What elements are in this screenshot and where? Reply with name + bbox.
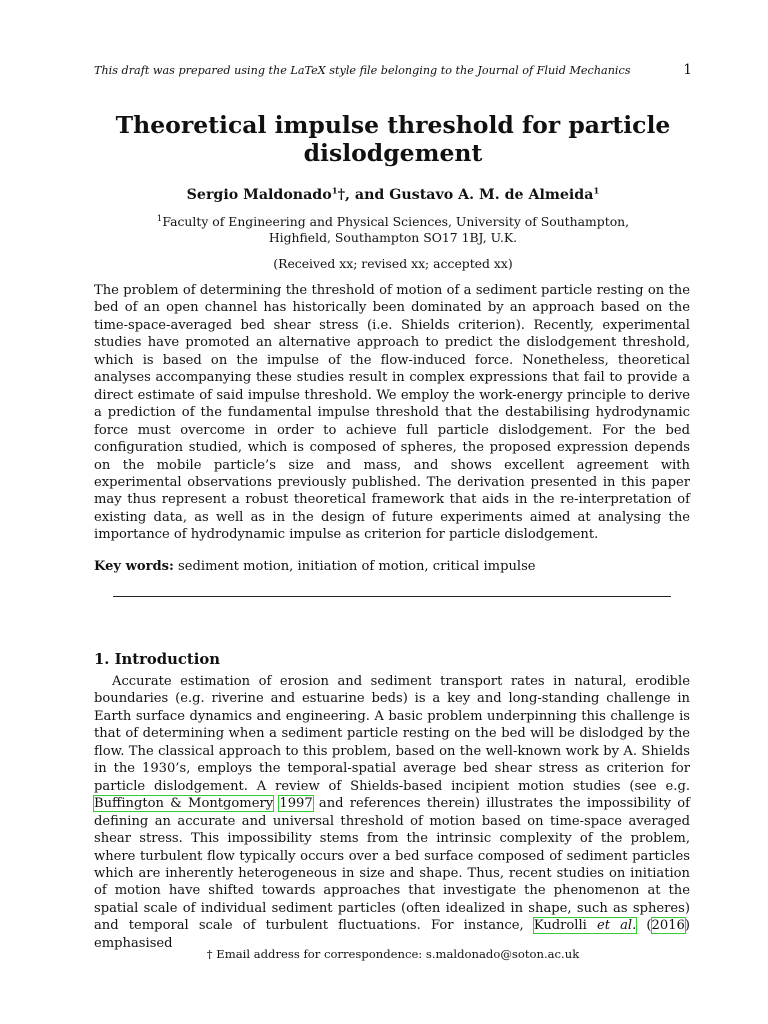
keywords-label: Key words:: [94, 559, 174, 574]
section-divider: [113, 596, 671, 597]
author-affiliation-mark-2: 1: [593, 186, 600, 197]
citation-link-kudrolli-author[interactable]: [534, 918, 636, 933]
intro-text-part-2: and references therein) illustrates the impossibility of defining an accurate and universal threshold of motion based on time-space averaged shear stress. This impossibility stems from the intrinsic complexity of the problem, where turbulent flow typically occurs over a bed surface composed of sediment particles which are inherently heterogeneous in size and shape. Thus, recent studies on initiation of motion have shifted towards approaches that investigate the phenomenon at the spatial scale of individual sediment particles (often idealized in shape, such as spheres) and temporal scale of turbulent fluctuations. For instance,: [94, 796, 690, 934]
author-name-1: Sergio Maldonado: [186, 187, 332, 203]
citation-link-kudrolli-year[interactable]: 2016: [651, 918, 685, 934]
paper-title: Theoretical impulse threshold for particle dislodgement: [115, 111, 671, 167]
author-line: [94, 186, 692, 204]
author-separator: , and: [345, 187, 390, 203]
affiliation-text: Faculty of Engineering and Physical Sciences, University of Southampton, Highfield, Southampton SO17 1BJ, U.K.: [162, 214, 630, 245]
intro-text-part-1: Accurate estimation of erosion and sediment transport rates in natural, erodible boundaries (e.g. riverine and estuarine beds) is a key and long-standing challenge in Earth surface dynamics and engineering. A basic problem underpinning this challenge is that of determining when a sediment particle resting on the bed will be dislodged by the flow. The classical approach to this problem, based on the well-known work by A. Shields in the 1930’s, employs the temporal-spatial average bed shear stress as criterion for particle dislodgement. A review of Shields-based incipient motion studies (see e.g.: [94, 674, 690, 794]
citation-link-buffington-author[interactable]: Buffington & Montgomery: [94, 796, 274, 812]
section-number: 1.: [94, 651, 110, 668]
citation-link-buffington-year[interactable]: 1997: [279, 796, 313, 812]
keywords: [94, 558, 692, 576]
affiliation-mark: 1: [156, 213, 163, 224]
introduction-paragraph: Accurate estimation of erosion and sediment transport rates in natural, erodible boundaries (e.g. riverine and estuarine beds) is a key and long-standing challenge in Earth surface dynamics and engineering. A basic problem underpinning this challenge is that of determining when a sediment particle resting on the bed will be dislodged by the flow. The classical approach to this problem, based on the well-known work by A. Shields in the 1930’s, employs the temporal-spatial average bed shear stress as criterion for particle dislodgement. A review of Shields-based incipient motion studies (see e.g. Buffington & Montgomery 1997 and references therein) illustrates the impossibility of defining an accurate and universal threshold of motion based on time-space averaged shear stress. This impossibility stems from the intrinsic complexity of the problem, where turbulent flow typically occurs over a bed surface composed of sediment particles which are inherently heterogeneous in size and shape. Thus, recent studies on initiation of motion have shifted towards approaches that investigate the phenomenon at the spatial scale of individual sediment particles (often idealized in shape, such as spheres) and temporal scale of turbulent fluctuations. For instance, Kudrolli et al. (2016) emphasised: [94, 674, 690, 951]
affiliation: [134, 214, 652, 245]
footnote-text: Email address for correspondence: s.maldonado@soton.ac.uk: [212, 947, 580, 961]
citation-kudrolli-name: Kudrolli: [533, 918, 597, 934]
author-name-2: Gustavo A. M. de Almeida: [389, 187, 594, 203]
author-affiliation-mark-1: 1: [331, 186, 338, 197]
page-number: 1: [683, 62, 692, 78]
section-heading: [94, 650, 220, 670]
corresponding-author-mark: †: [337, 187, 346, 203]
keywords-text: sediment motion, initiation of motion, critical impulse: [178, 559, 536, 574]
footnote-mark: †: [206, 947, 213, 961]
running-head: This draft was prepared using the LaTeX style file belonging to the Journal of Fluid Mechanics: [94, 64, 631, 77]
section-title: Introduction: [114, 651, 220, 668]
abstract: The problem of determining the threshold of motion of a sediment particle resting on the bed of an open channel has historically been dominated by an approach based on the time-space-averaged bed shear stress (i.e. Shields criterion). Recently, experimental studies have promoted an alternative approach to predict the dislodgement threshold, which is based on the impulse of the flow-induced force. Nonetheless, theoretical analyses accompanying these studies result in complex expressions that fail to provide a direct estimate of said impulse threshold. We employ the work-energy principle to derive a prediction of the fundamental impulse threshold that the destabilising hydrodynamic force must overcome in order to achieve full particle dislodgement. For the bed configuration studied, which is composed of spheres, the proposed expression depends on the mobile particle’s size and mass, and shows excellent agreement with experimental observations previously published. The derivation presented in this paper may thus represent a robust theoretical framework that aids in the re-interpretation of existing data, as well as in the design of future experiments aimed at analysing the importance of hydrodynamic impulse as criterion for particle dislodgement.: [94, 283, 690, 543]
intro-text-part-3: emphasised: [94, 935, 173, 951]
footnote: [94, 946, 692, 962]
received-dates: (Received xx; revised xx; accepted xx): [273, 256, 513, 271]
citation-kudrolli-etal: et al.: [596, 918, 637, 934]
